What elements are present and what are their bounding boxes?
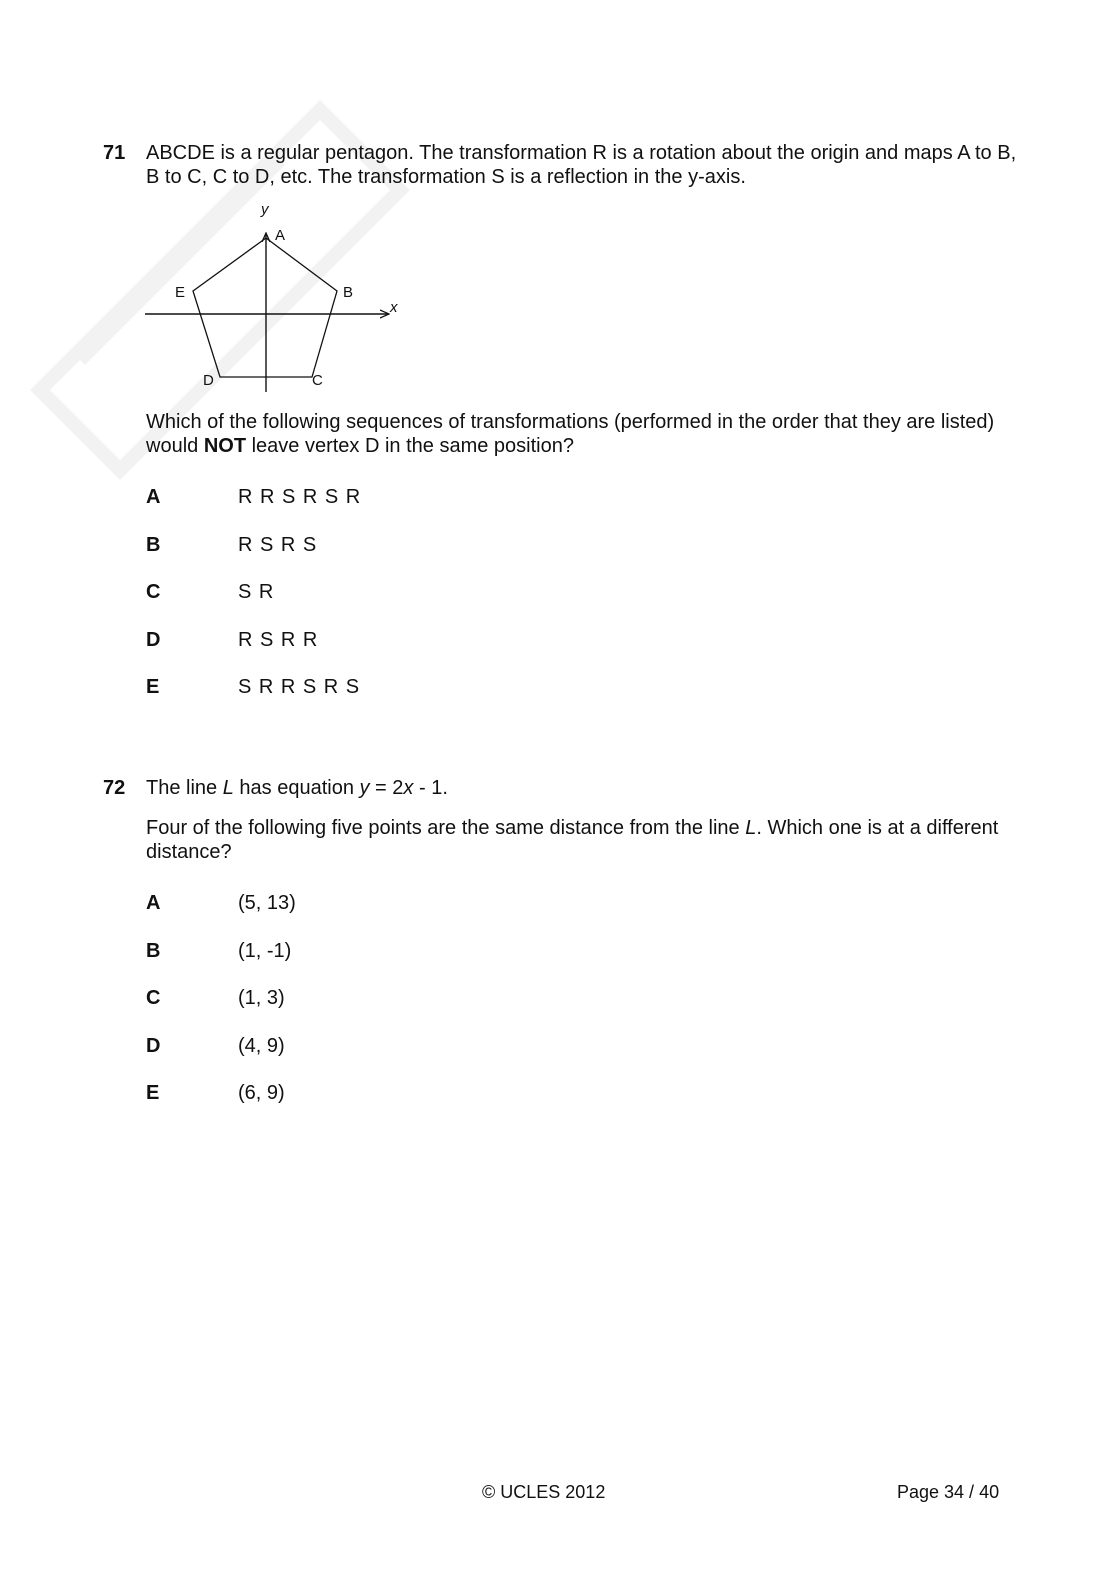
answer-option-b[interactable]	[146, 939, 746, 987]
question-number: 72	[103, 777, 126, 799]
question-text-part: has equation	[233, 777, 360, 799]
answer-options	[146, 485, 746, 723]
option-letter: B	[146, 939, 161, 962]
question-prompt	[146, 410, 1056, 458]
prompt-line: Which of the following sequences of transformations (performed in the order that they are listed)	[146, 411, 995, 433]
option-value: (1, 3)	[238, 987, 285, 1009]
prompt-text: Four of the following five points are the same distance from the line	[146, 817, 746, 839]
option-letter: C	[146, 581, 161, 603]
prompt-line	[146, 434, 1056, 458]
question-text-line: ABCDE is a regular pentagon. The transformation R is a rotation about the origin and maps A to B,	[146, 142, 1017, 164]
prompt-text: . Which one is at a different	[756, 817, 999, 839]
option-letter: A	[146, 486, 161, 508]
option-letter: C	[146, 987, 161, 1009]
answer-option-e[interactable]	[146, 1081, 746, 1129]
question-number: 71	[103, 142, 126, 164]
vertex-d-label: D	[203, 372, 214, 389]
option-letter: E	[146, 676, 160, 698]
variable-x: x	[403, 777, 414, 799]
answer-option-d[interactable]	[146, 628, 746, 676]
answer-option-e[interactable]	[146, 675, 746, 723]
option-value: S R	[238, 581, 275, 603]
option-letter: E	[146, 1082, 160, 1104]
prompt-emphasis: NOT	[203, 435, 247, 457]
option-value: S R R S R S	[238, 676, 361, 698]
vertex-a-label: A	[275, 227, 286, 244]
equation-part: - 1.	[413, 777, 448, 799]
answer-option-a[interactable]	[146, 485, 746, 533]
pentagon-shape	[193, 238, 337, 377]
variable-y: y	[359, 777, 370, 799]
prompt-text: would	[146, 435, 204, 457]
option-letter: D	[146, 1034, 161, 1057]
vertex-e-label: E	[175, 284, 186, 301]
answer-option-d[interactable]	[146, 1034, 746, 1082]
equation-part: = 2	[369, 777, 404, 799]
variable-l: L	[222, 777, 234, 799]
prompt-text: leave vertex D in the same position?	[246, 435, 574, 457]
prompt-line: distance?	[146, 841, 232, 863]
answer-options	[146, 891, 746, 1129]
pentagon-diagram	[140, 196, 410, 396]
axis-y-label: y	[261, 201, 269, 218]
question-prompt	[146, 816, 1056, 864]
option-value: (6, 9)	[238, 1082, 285, 1104]
vertex-c-label: C	[312, 372, 323, 389]
option-value: R S R R	[238, 628, 319, 651]
answer-option-c[interactable]	[146, 986, 746, 1034]
variable-l: L	[745, 817, 757, 839]
option-value: R R S R S R	[238, 486, 362, 508]
footer-page-number: Page 34 / 40	[897, 1482, 1000, 1502]
answer-option-b[interactable]	[146, 533, 746, 581]
answer-option-a[interactable]	[146, 891, 746, 939]
option-value: R S R S	[238, 533, 318, 556]
footer-copyright: © UCLES 2012	[482, 1482, 606, 1502]
question-text-line: B to C, C to D, etc. The transformation S is a reflection in the y-axis.	[146, 166, 746, 188]
vertex-b-label: B	[343, 284, 354, 301]
option-value: (5, 13)	[238, 892, 296, 914]
question-text	[146, 776, 1056, 800]
option-letter: D	[146, 628, 161, 651]
question-text-part: The line	[146, 777, 223, 799]
option-value: (4, 9)	[238, 1034, 285, 1057]
question-text	[146, 141, 1056, 189]
option-letter: B	[146, 533, 161, 556]
axis-x-label: x	[390, 299, 398, 316]
prompt-line	[146, 816, 1056, 840]
option-letter: A	[146, 892, 161, 914]
answer-option-c[interactable]	[146, 580, 746, 628]
option-value: (1, -1)	[238, 939, 292, 962]
